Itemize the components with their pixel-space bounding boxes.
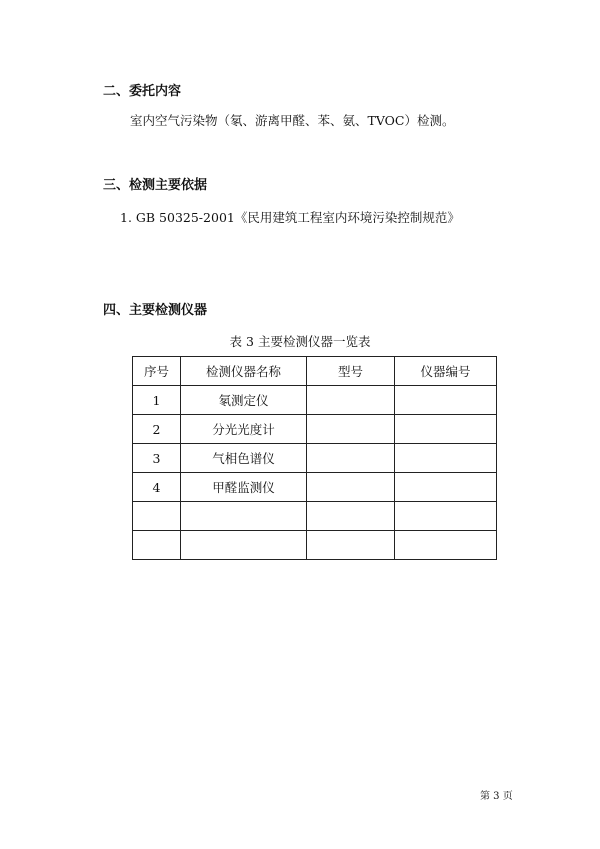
table-row: [133, 386, 497, 415]
cell-instrument-number: [395, 444, 497, 473]
cell-instrument-name: [181, 531, 307, 560]
section-heading-entrusted-content: 二、委托内容: [103, 84, 182, 99]
table-row: [133, 444, 497, 473]
header-model: 型号: [307, 357, 395, 386]
page-number: 第 3 页: [480, 791, 513, 802]
entrusted-content-text: 室内空气污染物（氡、游离甲醛、苯、氨、TVOC）检测。: [130, 113, 455, 128]
section-heading-testing-basis: 三、检测主要依据: [103, 178, 208, 193]
cell-index: 2: [133, 415, 181, 444]
cell-instrument-number: [395, 531, 497, 560]
testing-basis-item: 1. GB 50325-2001《民用建筑工程室内环境污染控制规范》: [120, 210, 460, 225]
header-instrument-name: 检测仪器名称: [181, 357, 307, 386]
cell-index: 3: [133, 444, 181, 473]
cell-index: [133, 502, 181, 531]
table-row: [133, 502, 497, 531]
cell-model: [307, 473, 395, 502]
header-instrument-number: 仪器编号: [395, 357, 497, 386]
instrument-table: [132, 356, 497, 560]
table-caption: 表 3 主要检测仪器一览表: [229, 334, 371, 349]
cell-instrument-name: 甲醛监测仪: [181, 473, 307, 502]
cell-instrument-number: [395, 386, 497, 415]
section-heading-instruments: 四、主要检测仪器: [103, 303, 208, 318]
header-index: 序号: [133, 357, 181, 386]
cell-instrument-name: 气相色谱仪: [181, 444, 307, 473]
cell-model: [307, 531, 395, 560]
cell-instrument-name: 氡测定仪: [181, 386, 307, 415]
table-row: [133, 531, 497, 560]
cell-instrument-name: [181, 502, 307, 531]
cell-instrument-number: [395, 502, 497, 531]
table-header-row: [133, 357, 497, 386]
cell-model: [307, 444, 395, 473]
cell-model: [307, 502, 395, 531]
cell-model: [307, 386, 395, 415]
cell-index: 4: [133, 473, 181, 502]
cell-model: [307, 415, 395, 444]
cell-instrument-number: [395, 473, 497, 502]
cell-instrument-number: [395, 415, 497, 444]
table-row: [133, 473, 497, 502]
table-row: [133, 415, 497, 444]
cell-index: [133, 531, 181, 560]
cell-instrument-name: 分光光度计: [181, 415, 307, 444]
cell-index: 1: [133, 386, 181, 415]
